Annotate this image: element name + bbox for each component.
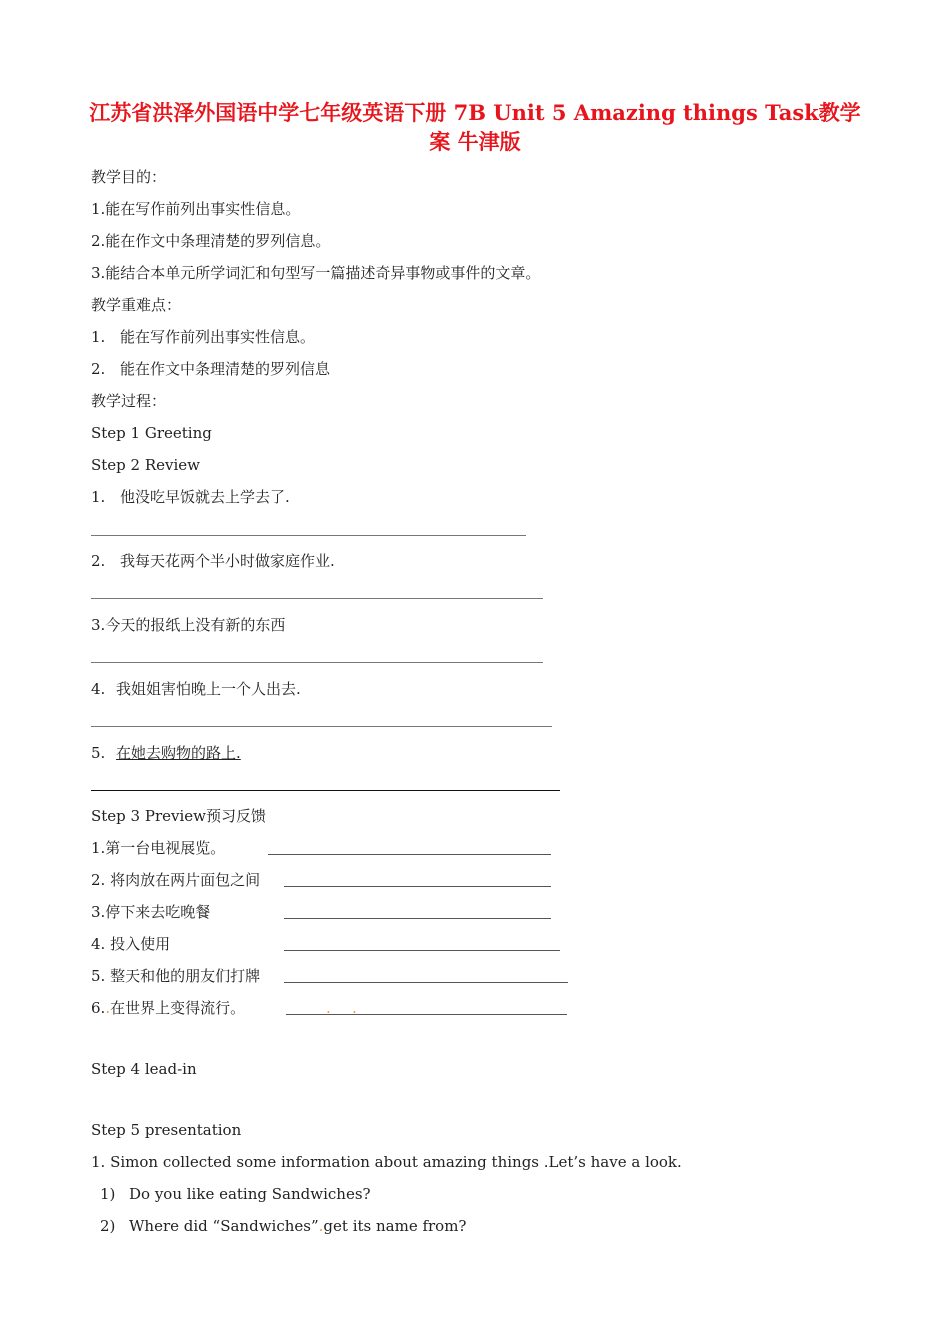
- key-point-text: 能在写作前列出事实性信息。: [120, 328, 316, 346]
- preview-item: 2. 将肉放在两片面包之间: [91, 871, 261, 889]
- step-2-heading: Step 2 Review: [91, 456, 201, 474]
- preview-blank[interactable]: [268, 854, 551, 855]
- review-item: [91, 743, 241, 763]
- preview-blank[interactable]: [284, 886, 551, 887]
- preview-text: 在世界上变得流行。: [110, 999, 246, 1017]
- answer-line[interactable]: [91, 535, 526, 536]
- dot-mark: .: [105, 999, 111, 1017]
- objective-item: 2.能在作文中条理清楚的罗列信息。: [91, 232, 331, 250]
- review-text: 今天的报纸上没有新的东西: [105, 616, 286, 634]
- answer-line[interactable]: [91, 662, 543, 663]
- review-item: [91, 551, 335, 571]
- preview-blank[interactable]: [284, 950, 560, 951]
- answer-line[interactable]: [91, 726, 552, 727]
- process-heading: 教学过程：: [91, 392, 167, 410]
- dot-mark: .: [352, 999, 357, 1017]
- document-title: 江苏省洪泽外国语中学七年级英语下册 7B Unit 5 Amazing things Task教学案 牛津版: [89, 100, 861, 154]
- preview-item: [91, 998, 245, 1018]
- preview-item: 4. 投入使用: [91, 935, 171, 953]
- preview-item: 3.停下来去吃晚餐: [91, 903, 211, 921]
- review-text: 我姐姐害怕晚上一个人出去.: [116, 680, 301, 698]
- answer-line[interactable]: [91, 790, 560, 791]
- review-text: 我每天花两个半小时做家庭作业.: [120, 552, 335, 570]
- dot-mark: .: [326, 999, 331, 1017]
- review-item: [91, 679, 301, 699]
- question-number: 1): [100, 1185, 116, 1203]
- key-points-heading: 教学重难点：: [91, 296, 182, 314]
- answer-line[interactable]: [91, 598, 543, 599]
- review-number: 3.: [91, 616, 106, 634]
- review-number: 4.: [91, 680, 106, 698]
- objective-item: 3.能结合本单元所学词汇和句型写一篇描述奇异事物或事件的文章。: [91, 264, 541, 282]
- preview-item: 5. 整天和他的朋友们打牌: [91, 967, 261, 985]
- review-text: 他没吃早饭就去上学去了.: [120, 488, 290, 506]
- presentation-intro: 1. Simon collected some information about amazing things .Let’s have a look.: [91, 1153, 682, 1171]
- dot-mark: .: [318, 1217, 324, 1235]
- question-text: get its name from?: [323, 1217, 467, 1235]
- step-4-heading: Step 4 lead-in: [91, 1060, 197, 1078]
- preview-item: 1.第一台电视展览。: [91, 839, 226, 857]
- step-1-heading: Step 1 Greeting: [91, 424, 212, 442]
- review-text: 在她去购物的路上.: [116, 744, 241, 762]
- review-number: 5.: [91, 744, 106, 762]
- question-item: [100, 1184, 371, 1204]
- step-5-heading: Step 5 presentation: [91, 1121, 242, 1139]
- question-number: 2): [100, 1217, 116, 1235]
- review-number: 1.: [91, 488, 106, 506]
- preview-blank[interactable]: [284, 918, 551, 919]
- objectives-heading: 教学目的：: [91, 168, 167, 186]
- preview-blank[interactable]: [284, 982, 568, 983]
- key-point-item: [91, 327, 315, 347]
- key-point-text: 能在作文中条理清楚的罗列信息: [120, 360, 331, 378]
- question-text: Do you like eating Sandwiches?: [129, 1185, 371, 1203]
- preview-number: 6.: [91, 999, 106, 1017]
- key-point-item: [91, 359, 330, 379]
- review-item: [91, 487, 290, 507]
- objective-item: 1.能在写作前列出事实性信息。: [91, 200, 301, 218]
- question-item: [100, 1216, 466, 1236]
- review-item: [91, 615, 285, 635]
- question-text: Where did “Sandwiches”: [129, 1217, 319, 1235]
- review-number: 2.: [91, 552, 106, 570]
- key-point-number: 2.: [91, 360, 106, 378]
- key-point-number: 1.: [91, 328, 106, 346]
- step-3-heading: Step 3 Preview预习反馈: [91, 807, 266, 825]
